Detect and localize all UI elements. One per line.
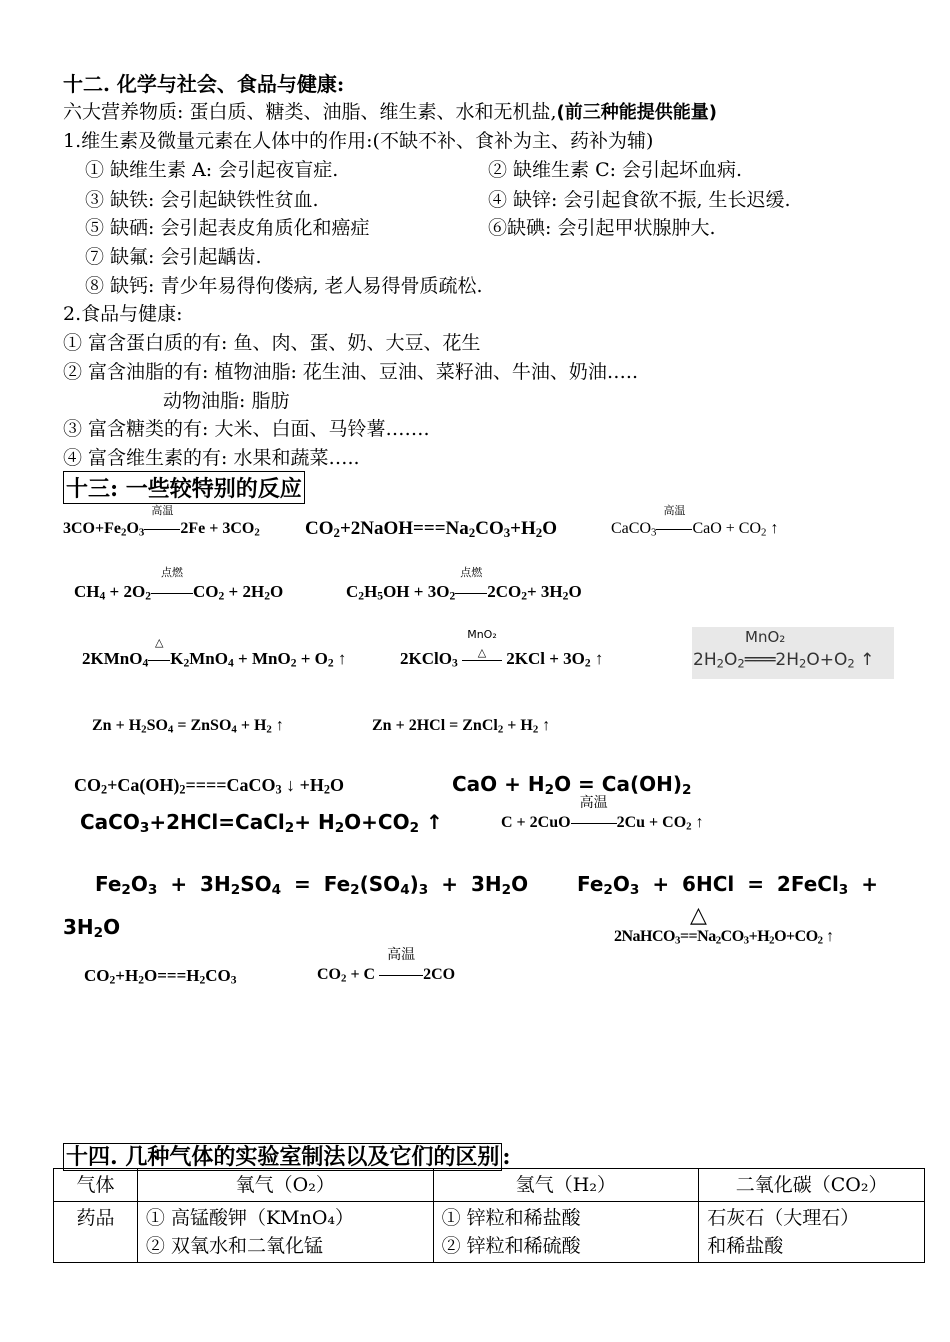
condition-arrow: MnO₂ △ — [462, 649, 502, 669]
section-14-title: 十四. 几种气体的实验室制法以及它们的区别 — [63, 1143, 502, 1171]
heat-symbol: △ — [690, 903, 707, 928]
equation: Zn + 2HCl = ZnCl$_2$ + $H_2$ ↑ — [372, 717, 551, 736]
catalyst-label: MnO₂ — [745, 628, 786, 646]
table-cell: ① 高锰酸钾（KMnO₄） ② 双氧水和二氧化锰 — [137, 1202, 433, 1263]
condition-arrow: 高温 — [144, 520, 180, 538]
condition-arrow: 点燃 — [455, 582, 487, 602]
vitamin-item: ① 缺维生素 A: 会引起夜盲症. — [85, 159, 339, 181]
equation: $CH_4 + 2O_2$ 点燃 $CO_2 + 2H_2O$ — [74, 566, 284, 603]
table-row — [54, 1202, 925, 1263]
equation: $Fe_2O_3 + 3H_2SO_4 = Fe_2(SO_4)_3 + 3H_2O$ — [95, 872, 529, 898]
equation: $2NaHCO_3==Na_2CO_3+H_2O+CO_2$ ↑ — [614, 928, 834, 947]
table-header-row — [54, 1169, 925, 1202]
equation: $CO_2 + C$ 高温 2CO — [317, 947, 456, 985]
equation: C + 2CuO 高温 $2Cu + CO_2$ ↑ — [501, 795, 704, 833]
equation: $2H_2O_2═══2H_2O+O_2$ ↑ — [693, 650, 875, 671]
food-item: ④ 富含维生素的有: 水果和蔬菜….. — [63, 447, 360, 469]
equation: 2KClO$_3$ MnO₂ △ $2KCl + 3O_2$ ↑ — [400, 628, 604, 670]
vitamin-item: ⑤ 缺硒: 会引起表皮角质化和癌症 — [85, 217, 370, 239]
equation: CaO + $H_2O = Ca(OH)_2$ — [452, 772, 692, 798]
equation-continued: $3H_2O$ — [63, 915, 121, 941]
table-header: 氧气（O₂） — [137, 1169, 433, 1202]
condition-arrow: 高温 — [379, 966, 423, 984]
gas-preparation-table — [53, 1168, 925, 1263]
equation: $3CO+Fe_2O_3$ 高温 $2Fe + 3CO_2$ — [63, 504, 260, 539]
vitamin-subtitle: 1.维生素及微量元素在人体中的作用:(不缺不补、食补为主、药补为辅) — [63, 130, 654, 152]
condition-arrow: △ — [148, 649, 170, 669]
equation: CaCO$_3$ 高温 CaO + $CO_2$ ↑ — [611, 504, 779, 539]
food-item: ① 富含蛋白质的有: 鱼、肉、蛋、奶、大豆、花生 — [63, 332, 481, 354]
equation: $CO_2+H_2O===H_2CO_3$ — [84, 966, 237, 987]
nutrients-energy-note: (前三种能提供能量) — [556, 102, 717, 123]
condition-arrow: 高温 — [571, 814, 617, 832]
table-cell: ① 锌粒和稀盐酸 ② 锌粒和稀硫酸 — [433, 1202, 699, 1263]
condition-arrow: 点燃 — [151, 582, 193, 602]
condition-arrow: 高温 — [656, 520, 692, 538]
equation: $CO_2+Ca(OH)_2====CaCO_3$ ↓ $+H_2O$ — [74, 775, 345, 797]
vitamin-item: ⑦ 缺氟: 会引起龋齿. — [85, 246, 262, 268]
food-item: ③ 富含糖类的有: 大米、白面、马铃薯……. — [63, 418, 430, 440]
table-header: 二氧化碳（CO₂） — [699, 1169, 925, 1202]
vitamin-item: ⑥缺碘: 会引起甲状腺肿大. — [488, 217, 716, 239]
table-cell: 石灰石（大理石） 和稀盐酸 — [699, 1202, 925, 1263]
table-header: 气体 — [54, 1169, 138, 1202]
food-subtitle: 2.食品与健康: — [63, 303, 183, 325]
vitamin-item: ② 缺维生素 C: 会引起坏血病. — [488, 159, 743, 181]
table-header: 氢气（H₂） — [433, 1169, 699, 1202]
vitamin-item: ④ 缺锌: 会引起食欲不振, 生长迟缓. — [488, 189, 791, 211]
equation: $C_2H_5OH + 3O_2$ 点燃 $2CO_2+ 3H_2O$ — [346, 566, 582, 603]
equation: CaCO$_3$+2HCl=CaCl$_2$+ $H_2O+CO_2$ ↑ — [80, 810, 443, 836]
equation: 2KMnO$_4$ △ $K_2MnO_4 + MnO_2 + O_2$ ↑ — [82, 636, 347, 670]
food-item: ② 富含油脂的有: 植物油脂: 花生油、豆油、菜籽油、牛油、奶油….. — [63, 361, 639, 383]
nutrients-text: 六大营养物质: 蛋白质、糖类、油脂、维生素、水和无机盐, — [63, 101, 557, 123]
vitamin-item: ③ 缺铁: 会引起缺铁性贫血. — [85, 189, 319, 211]
section-14-heading: 十四. 几种气体的实验室制法以及它们的区别 : — [63, 1140, 510, 1171]
table-row-label: 药品 — [54, 1202, 138, 1263]
section-12-title: 十二. 化学与社会、食品与健康: — [63, 72, 345, 96]
food-item: 动物油脂: 脂肪 — [163, 390, 290, 412]
vitamin-item: ⑧ 缺钙: 青少年易得佝偻病, 老人易得骨质疏松. — [85, 275, 483, 297]
equation: $Zn + H_2SO_4$ = ZnSO$_4$ + $H_2$ ↑ — [92, 717, 284, 736]
equation: $Fe_2O_3 + 6HCl$ = 2FeCl$_3$ + — [577, 872, 878, 898]
equation: $CO_2+2NaOH===Na_2CO_3+H_2O$ — [305, 518, 558, 540]
nutrients-line — [63, 97, 717, 124]
section-13-title: 十三: 一些较特别的反应 — [63, 471, 305, 504]
